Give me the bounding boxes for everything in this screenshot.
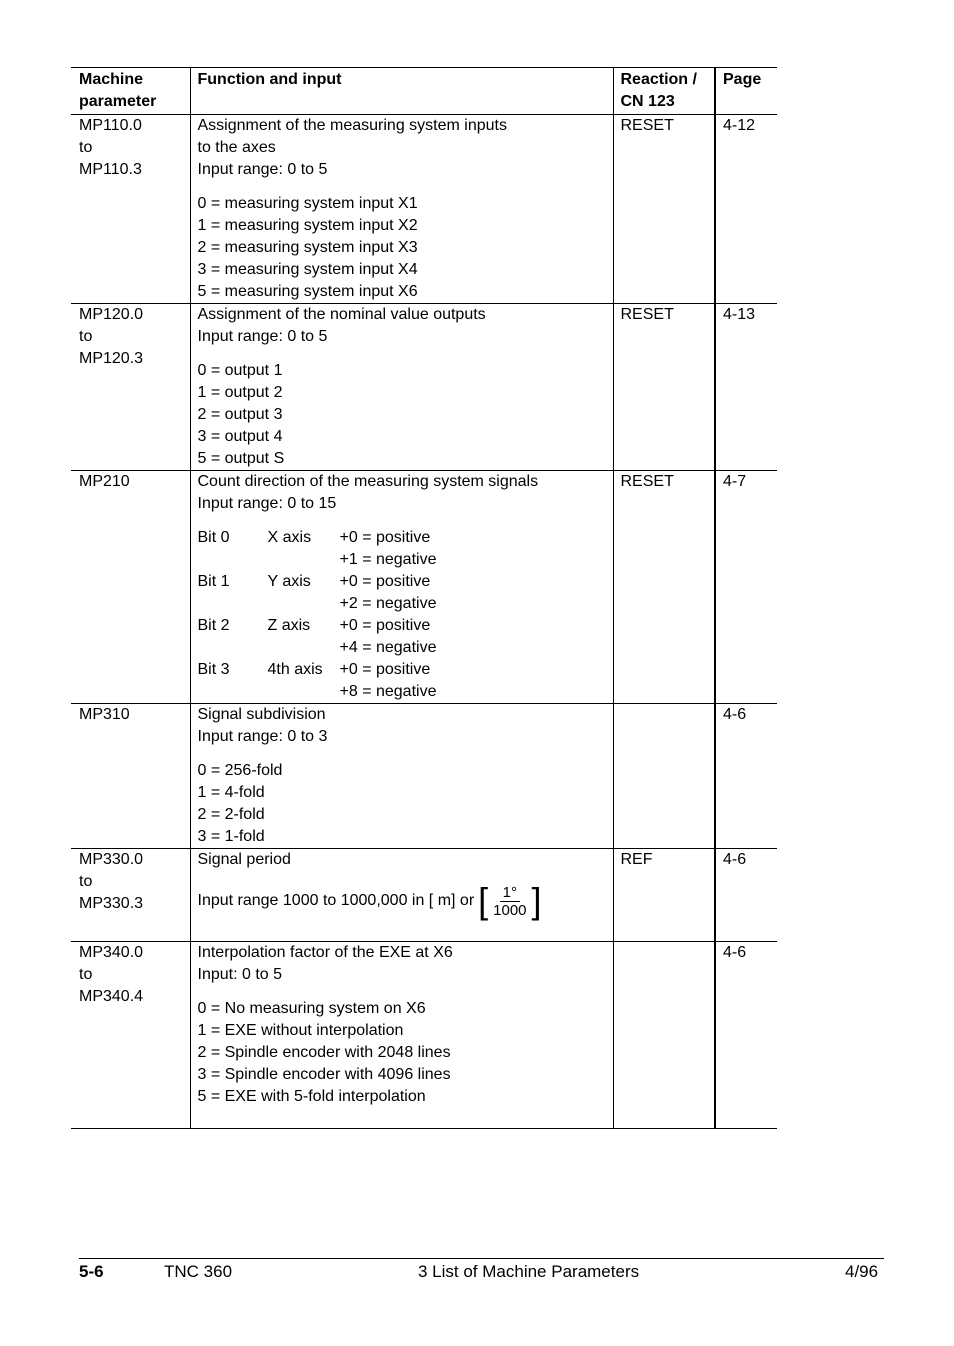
fraction (490, 884, 529, 919)
header-text: Machine (79, 71, 144, 88)
table-header-row (71, 68, 777, 115)
option-text: 0 = 256-fold (197, 762, 283, 779)
fraction-numerator: 1° (500, 884, 520, 902)
header-page (715, 68, 777, 115)
axis-label: X axis (267, 529, 312, 546)
parameter-id: MP310 (79, 706, 130, 723)
bit-value: +4 = negative (339, 639, 437, 656)
parameter-cell (71, 115, 190, 304)
parameter-id: MP340.4 (79, 988, 144, 1005)
function-cell (190, 942, 613, 1129)
page-ref: 4-13 (723, 306, 756, 323)
parameter-id: MP210 (79, 473, 130, 490)
bit-label: Bit 1 (197, 573, 230, 590)
bit-table (198, 527, 607, 703)
option-text: 2 = 2-fold (197, 806, 265, 823)
option-text: 1 = EXE without interpolation (197, 1022, 404, 1039)
table-row (71, 471, 777, 704)
axis-label: 4th axis (267, 661, 323, 678)
input-range-formula (198, 879, 607, 923)
header-text: parameter (79, 93, 157, 110)
option-text: 1 = output 2 (197, 384, 283, 401)
header-text: Page (723, 71, 762, 88)
parameter-id: MP120.0 (79, 306, 144, 323)
option-text: 1 = 4-fold (197, 784, 265, 801)
option-text: 3 = 1-fold (197, 828, 265, 845)
page-cell (715, 304, 777, 471)
header-text: CN 123 (620, 93, 675, 110)
machine-parameter-table (71, 67, 777, 1129)
reaction-cell (613, 304, 715, 471)
bit-label: Bit 3 (197, 661, 230, 678)
parameter-id: to (79, 966, 93, 983)
option-text: 3 = measuring system input X4 (197, 261, 418, 278)
page-ref: 4-6 (723, 706, 747, 723)
fraction-denominator: 1000 (493, 901, 527, 919)
option-text: 5 = measuring system input X6 (197, 283, 418, 300)
bit-value: +8 = negative (339, 683, 437, 700)
reaction-cell (613, 942, 715, 1129)
function-text: Signal period (197, 851, 291, 868)
parameter-cell (71, 704, 190, 849)
axis-label: Z axis (267, 617, 311, 634)
bit-value: +2 = negative (339, 595, 437, 612)
bit-value: +0 = positive (339, 661, 431, 678)
function-text: Input range: 0 to 3 (197, 728, 328, 745)
page-cell (715, 704, 777, 849)
footer-date: 4/96 (845, 1262, 879, 1281)
function-cell (190, 304, 613, 471)
reaction-cell (613, 704, 715, 849)
reaction-text: RESET (620, 473, 674, 490)
page-cell (715, 849, 777, 942)
option-text: 3 = Spindle encoder with 4096 lines (197, 1066, 451, 1083)
function-cell (190, 704, 613, 849)
table-row (71, 704, 777, 849)
page-cell (715, 115, 777, 304)
parameter-cell (71, 304, 190, 471)
function-text: Input range: 0 to 5 (197, 161, 328, 178)
reaction-text: RESET (620, 117, 674, 134)
reaction-cell (613, 471, 715, 704)
footer-divider (79, 1258, 884, 1259)
bit-value: +0 = positive (339, 573, 431, 590)
page-ref: 4-6 (723, 944, 747, 961)
formula-text: Input range 1000 to 1000,000 in [ m] or (197, 892, 475, 909)
parameter-id: to (79, 873, 93, 890)
table-row (71, 115, 777, 304)
page-cell (715, 471, 777, 704)
function-text: Input: 0 to 5 (197, 966, 283, 983)
bit-value: +1 = negative (339, 551, 437, 568)
page-ref: 4-6 (723, 851, 747, 868)
function-cell (190, 115, 613, 304)
footer-page-number: 5-6 (79, 1262, 104, 1281)
option-text: 5 = output S (197, 450, 285, 467)
bit-value: +0 = positive (339, 617, 431, 634)
parameter-id: MP330.0 (79, 851, 144, 868)
function-text: Interpolation factor of the EXE at X6 (197, 944, 453, 961)
parameter-id: to (79, 139, 93, 156)
option-text: 1 = measuring system input X2 (197, 217, 418, 234)
parameter-cell (71, 849, 190, 942)
footer-chapter: 3 List of Machine Parameters (418, 1262, 640, 1281)
parameter-cell (71, 471, 190, 704)
left-bracket: [ (478, 880, 489, 921)
option-text: 2 = output 3 (197, 406, 283, 423)
option-text: 0 = No measuring system on X6 (197, 1000, 426, 1017)
function-text: Count direction of the measuring system signals (197, 473, 539, 490)
parameter-id: to (79, 328, 93, 345)
function-text: Input range: 0 to 5 (197, 328, 328, 345)
reaction-text: REF (620, 851, 653, 868)
option-text: 5 = EXE with 5-fold interpolation (197, 1088, 426, 1105)
reaction-cell (613, 115, 715, 304)
table-row (71, 304, 777, 471)
function-cell (190, 849, 613, 942)
bit-label: Bit 0 (197, 529, 230, 546)
page-ref: 4-12 (723, 117, 756, 134)
header-text: Reaction / (620, 71, 697, 88)
table-row (71, 942, 777, 1129)
page-cell (715, 942, 777, 1129)
page-ref: 4-7 (723, 473, 747, 490)
header-machine-parameter (71, 68, 190, 115)
parameter-id: MP330.3 (79, 895, 144, 912)
option-text: 3 = output 4 (197, 428, 283, 445)
bit-label: Bit 2 (197, 617, 230, 634)
parameter-id: MP120.3 (79, 350, 144, 367)
option-text: 0 = measuring system input X1 (197, 195, 418, 212)
footer-product: TNC 360 (164, 1262, 233, 1281)
function-text: Input range: 0 to 15 (197, 495, 337, 512)
header-text: Function and input (197, 71, 342, 88)
function-text: to the axes (197, 139, 276, 156)
function-cell (190, 471, 613, 704)
option-text: 2 = Spindle encoder with 2048 lines (197, 1044, 451, 1061)
header-reaction (613, 68, 715, 115)
axis-label: Y axis (267, 573, 311, 590)
table-row (71, 849, 777, 942)
option-text: 0 = output 1 (197, 362, 283, 379)
function-text: Assignment of the nominal value outputs (197, 306, 486, 323)
reaction-cell (613, 849, 715, 942)
parameter-id: MP340.0 (79, 944, 144, 961)
parameter-cell (71, 942, 190, 1129)
reaction-text: RESET (620, 306, 674, 323)
function-text: Assignment of the measuring system inputs (197, 117, 507, 134)
bit-value: +0 = positive (339, 529, 431, 546)
header-function-and-input (190, 68, 613, 115)
parameter-id: MP110.0 (79, 117, 142, 134)
function-text: Signal subdivision (197, 706, 326, 723)
parameter-id: MP110.3 (79, 161, 142, 178)
right-bracket: ] (531, 880, 542, 921)
option-text: 2 = measuring system input X3 (197, 239, 418, 256)
